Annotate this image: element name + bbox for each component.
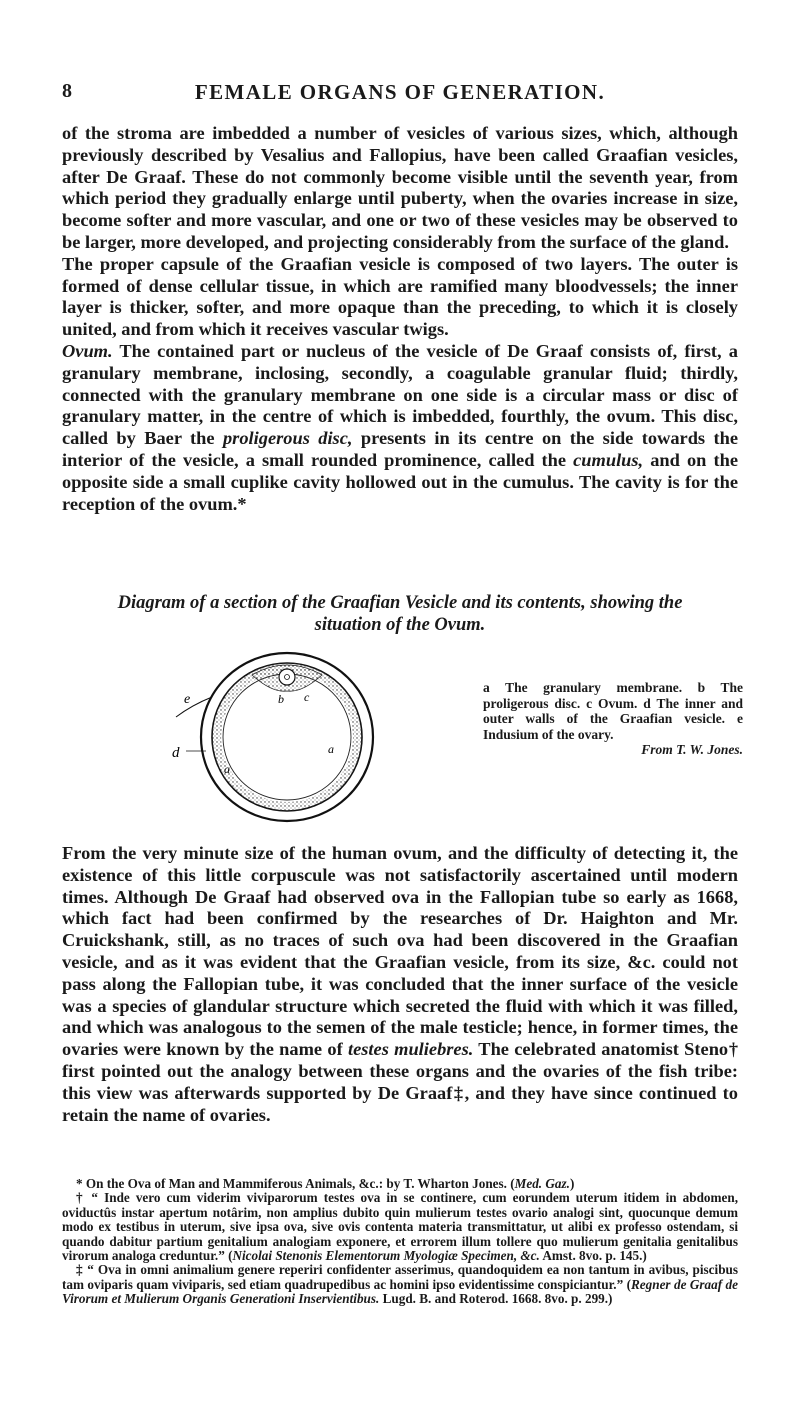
- human-ovum-text-b: The celebrated anatomist Steno† first pointed out the analogy between these organs and the ovaries of the fish tribe: this view was afterwards supported by De Graaf‡, and they have since continued to retain the name of ovaries.: [62, 1039, 739, 1125]
- label-c: c: [304, 690, 310, 704]
- book-page: [62, 0, 743, 1424]
- term-cumulus: cumulus,: [573, 449, 644, 470]
- running-title: FEMALE ORGANS OF GENERATION.: [194, 80, 606, 104]
- footnotes: [62, 1177, 738, 1307]
- footnote-dagger-text: † “ Inde vero cum viderim viviparorum testes ova in se continere, cum eorundem uterum itidem in abdomen, oviductûs instar apertum notârim, non amplius dubito quin mulierum testes ovario analogi sint, quocunque demum modo ex testibus in uterum, sive ipsa ova, sive ovis contenta materia transmittatur, ut alibi ex professo ostendam, si quando dabitur partium genitalium analogiam exponere, et errorem illum tollere quo mulierum genitalia genitalibus virorum analoga creduntur.” (: [62, 1190, 738, 1264]
- page-number: 8: [62, 80, 72, 102]
- body-text-lower: [62, 843, 738, 1126]
- human-ovum-text-a: From the very minute size of the human ovum, and the difficulty of detecting it, the existence of this little corpuscule was not satisfactorily ascertained until modern times. Although De Graaf had observed ova in the Fallopian tube so early as 1668, which fact had been confirmed by the researches of Dr. Haighton and Mr. Cruickshank, still, as no traces of such ova had been discovered in the Graafian vesicle, and as it was evident that the Graafian vesicle, from its size, &c. could not pass along the Fallopian tube, it was concluded that the inner surface of the vesicle was a species of glandular structure which secreted the fluid with which it was filled, and which was analogous to the semen of the male testicle; hence, in former times, the ovaries were known by the name of: [62, 843, 738, 1060]
- body-text-upper: [62, 123, 738, 515]
- legend-text: a The granulary membrane. b The proligerous disc. c Ovum. d The inner and outer walls of the Graafian vesicle. e Indusium of the ovary.: [483, 680, 743, 742]
- ovum-text-a: The contained part or nucleus of the vesicle of De Graaf consists of, first, a granulary membrane, inclosing, secondly, a coagulable granular fluid; thirdly, connected with the granulary membrane on one side is a circular mass or disc of granulary matter, in the centre of which is imbedded, fourthly, the ovum. This disc, called by Baer the: [62, 340, 738, 449]
- footnote-double-dagger-text: ‡ “ Ova in omni animalium genere reperiri confidenter asserimus, quandoquidem ea non tantum in avibus, piscibus tam oviparis quam viviparis, sed etiam quadrupedibus ac homini ipso evidentissime conspiciantur.” (: [62, 1262, 738, 1292]
- paragraph-stroma: of the stroma are imbedded a number of vesicles of various sizes, which, although previously described by Vesalius and Fallopius, have been called Graafian vesicles, after De Graaf. These do not commonly become visible until the seventh year, from which period they gradually enlarge until puberty, when the ovaries increase in size, become softer and more vascular, and one or two of these vesicles may be observed to be larger, more developed, and projecting considerably from the surface of the gland.: [62, 123, 738, 252]
- paragraph-human-ovum: [62, 843, 738, 1126]
- label-b: b: [278, 692, 284, 706]
- ovum-text-b: presents in its centre on the side towards the interior of the vesicle, a small rounded prominence, called the: [62, 428, 739, 470]
- graafian-vesicle-diagram: [172, 645, 382, 827]
- label-d: d: [172, 745, 180, 761]
- ovum: [279, 669, 295, 685]
- footnote-star-text: * On the Ova of Man and Mammiferous Animals, &c.: by T. Wharton Jones. (: [76, 1176, 515, 1191]
- footnote-double-dagger-source: Regner de Graaf de Virorum et Mulierum Organis Generationi Inservientibus.: [62, 1276, 738, 1307]
- vesicle-cavity: [223, 674, 351, 800]
- footnote-dagger-source: Nicolai Stenonis Elementorum Myologiæ Specimen, &c.: [232, 1248, 540, 1264]
- paragraph-ovum: [62, 341, 738, 515]
- footnote-star-end: ): [569, 1176, 575, 1191]
- ovum-text-c: and on the opposite side a small cuplike cavity hollowed out in the cumulus. The cavity is for the reception of the ovum.*: [62, 449, 738, 514]
- page-header: [62, 80, 738, 110]
- term-proligerous-disc: proligerous disc,: [222, 428, 353, 449]
- label-a-left: a: [224, 762, 230, 776]
- term-testes-muliebres: testes muliebres.: [348, 1039, 474, 1060]
- ovum-heading: Ovum.: [62, 340, 113, 361]
- label-a-right: a: [328, 742, 334, 756]
- footnote-dagger-end: Amst. 8vo. p. 145.): [539, 1248, 647, 1264]
- figure-legend: [483, 680, 743, 758]
- paragraph-capsule: The proper capsule of the Graafian vesicle is composed of two layers. The outer is formed of dense cellular tissue, in which are ramified many bloodvessels; the inner layer is thicker, softer, and more opaque than the preceding, to which it is closely united, and from which it receives vascular twigs.: [62, 253, 738, 340]
- footnote-star-journal: Med. Gaz.: [514, 1176, 570, 1191]
- footnote-star: [62, 1177, 738, 1191]
- footnote-double-dagger: [62, 1263, 738, 1306]
- footnote-dagger: [62, 1191, 738, 1263]
- label-e: e: [184, 692, 191, 707]
- legend-source: From T. W. Jones.: [641, 742, 743, 758]
- figure-caption: Diagram of a section of the Graafian Vesicle and its contents, showing the situation of the Ovum.: [117, 593, 683, 635]
- footnote-double-dagger-end: Lugd. B. and Roterod. 1668. 8vo. p. 299.): [379, 1291, 613, 1307]
